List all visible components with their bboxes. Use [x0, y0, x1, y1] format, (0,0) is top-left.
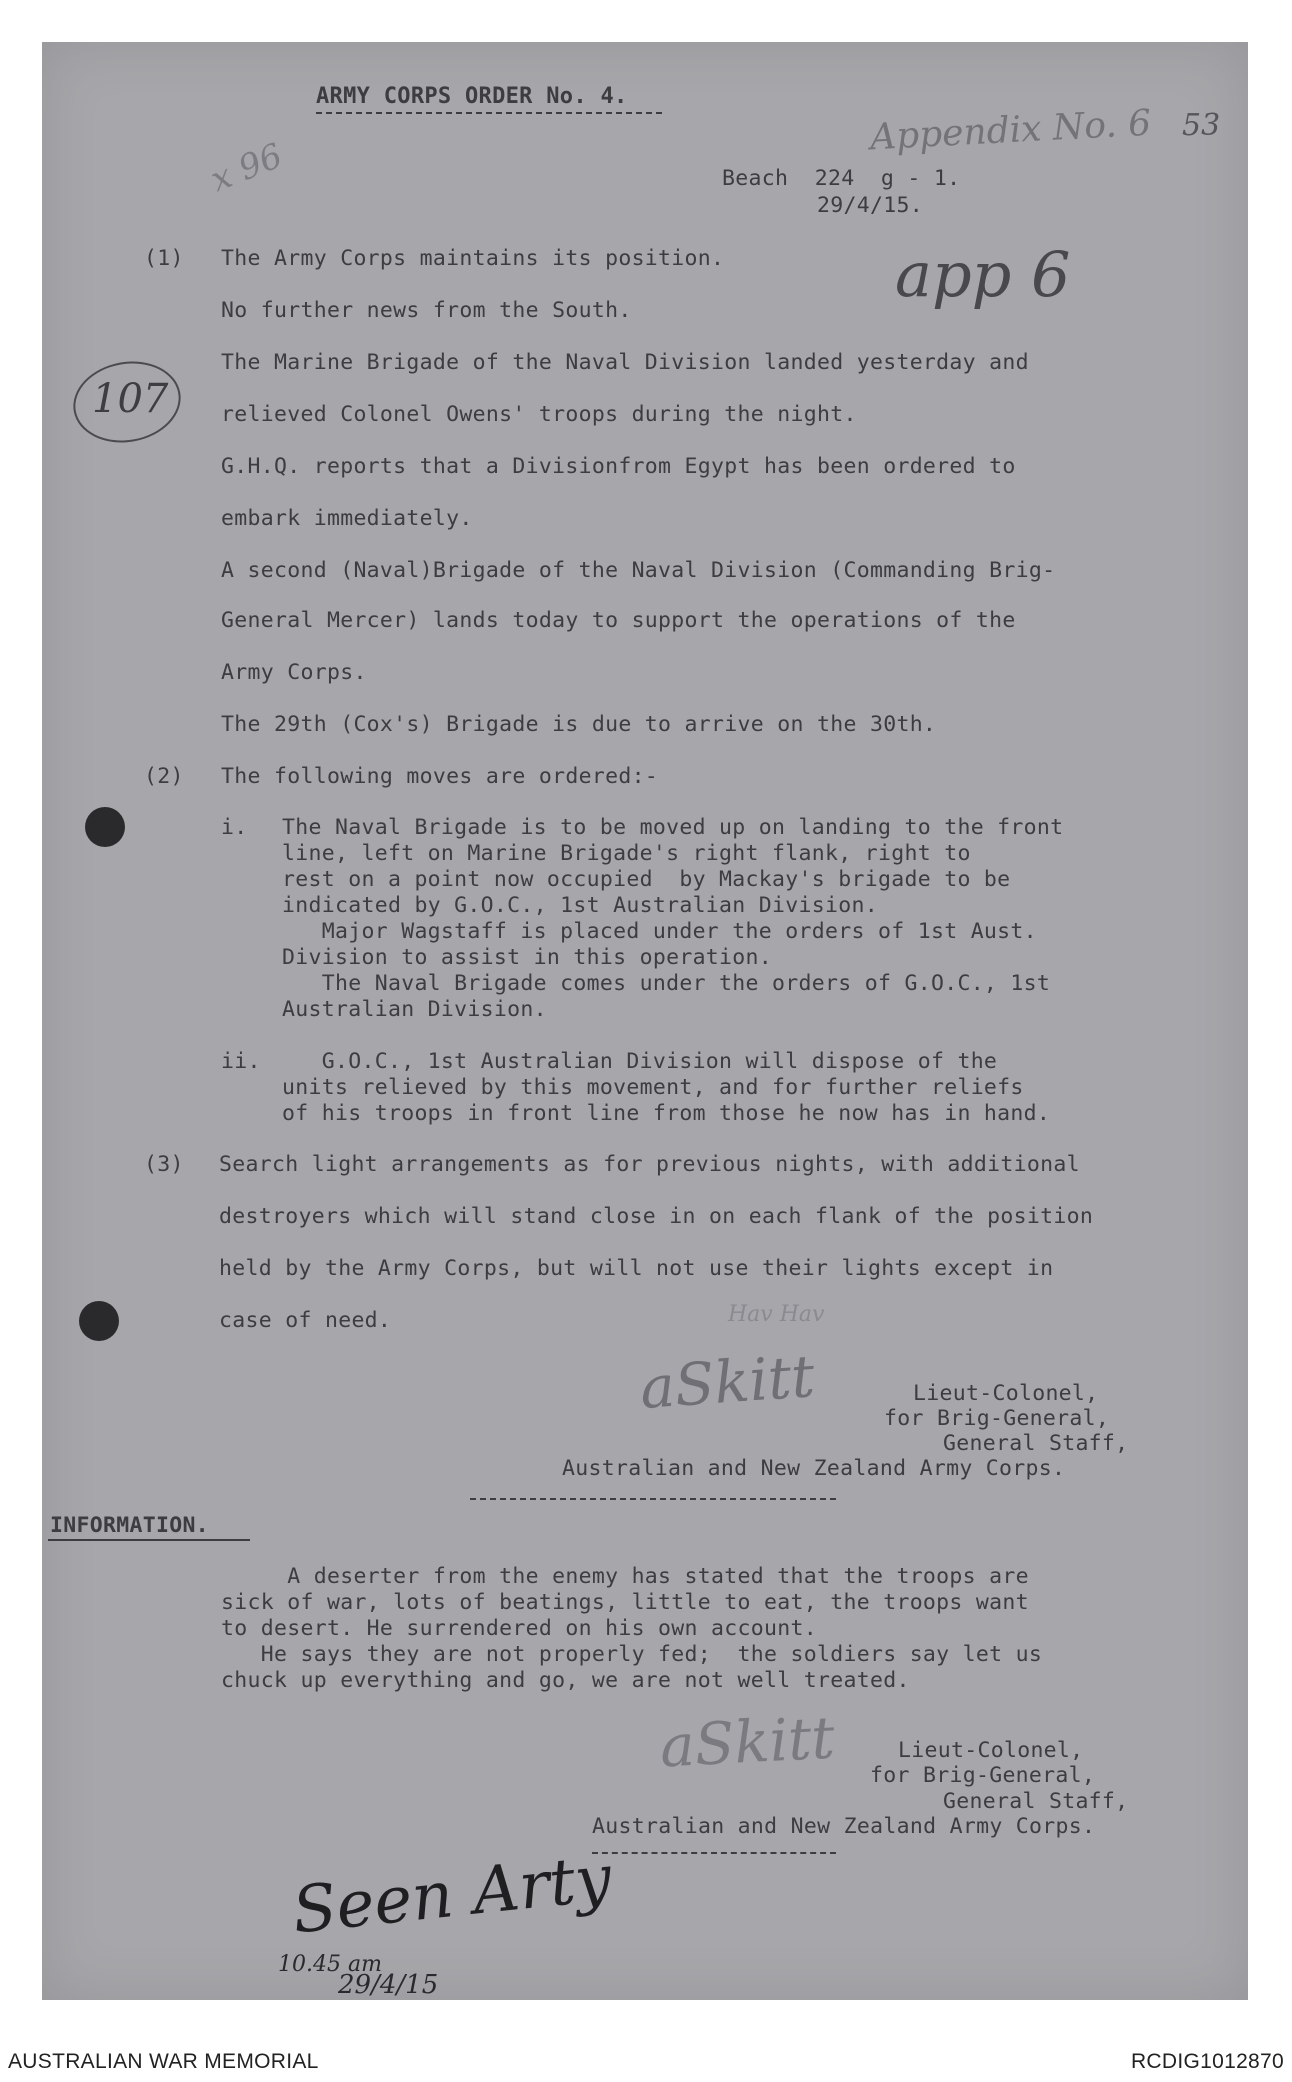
information-line: A deserter from the enemy has stated that the troops are	[221, 1564, 1029, 1589]
app6-annotation: app 6	[895, 238, 1071, 311]
item-ii-line: of his troops in front line from those he now has in hand.	[282, 1101, 1051, 1126]
circled-number: 107	[92, 376, 169, 422]
item-i-line: rest on a point now occupied by Mackay's brigade to be	[282, 867, 1011, 892]
information-line: He says they are not properly fed; the soldiers say let us	[221, 1642, 1043, 1667]
section-1-line: General Mercer) lands today to support the operations of the	[221, 608, 1016, 633]
reference-number: Beach 224 g - 1.	[722, 166, 961, 191]
information-underline	[48, 1539, 250, 1541]
item-i-line: Major Wagstaff is placed under the orders of 1st Aust.	[282, 919, 1037, 944]
section-3-line: destroyers which will stand close in on each flank of the position	[219, 1204, 1094, 1229]
seen-date: 29/4/15	[338, 1970, 439, 2000]
information-heading: INFORMATION.	[50, 1513, 209, 1538]
signature-2-line: Lieut-Colonel,	[898, 1738, 1084, 1763]
document-date: 29/4/15.	[817, 193, 923, 218]
item-i-line: indicated by G.O.C., 1st Australian Division.	[282, 893, 878, 918]
separator-rule-2	[592, 1852, 836, 1854]
signature-1-line: for Brig-General,	[884, 1406, 1110, 1431]
separator-rule	[470, 1498, 836, 1500]
signature-2-line: General Staff,	[943, 1789, 1129, 1814]
document-title: ARMY CORPS ORDER No. 4.	[316, 84, 628, 109]
signature-1-line: Australian and New Zealand Army Corps.	[562, 1456, 1066, 1481]
punch-hole-top	[85, 807, 125, 847]
section-3-line: Search light arrangements as for previous nights, with additional	[219, 1152, 1080, 1177]
margin-note: Hav Hav	[728, 1302, 825, 1327]
signature-1-line: Lieut-Colonel,	[913, 1381, 1099, 1406]
title-underline	[316, 112, 662, 114]
section-3-line: case of need.	[219, 1308, 392, 1333]
section-1-number: (1)	[144, 246, 184, 271]
item-ii-marker: ii.	[221, 1049, 261, 1074]
item-i-line: Australian Division.	[282, 997, 547, 1022]
section-2-intro: The following moves are ordered:-	[221, 764, 659, 789]
footer-record-id: RCDIG1012870	[1130, 2050, 1284, 2073]
seen-note: Seen Arty	[289, 1841, 615, 1949]
section-1-line: No further news from the South.	[221, 298, 632, 323]
section-3-line: held by the Army Corps, but will not use their lights except in	[219, 1256, 1054, 1281]
information-line: to desert. He surrendered on his own account.	[221, 1616, 817, 1641]
section-2-number: (2)	[144, 764, 184, 789]
section-1-line: The Marine Brigade of the Naval Division landed yesterday and	[221, 350, 1029, 375]
section-1-line: relieved Colonel Owens' troops during the night.	[221, 402, 857, 427]
information-line: sick of war, lots of beatings, little to eat, the troops want	[221, 1590, 1029, 1615]
item-i-line: The Naval Brigade comes under the orders of G.O.C., 1st	[282, 971, 1051, 996]
section-3-number: (3)	[144, 1152, 184, 1177]
item-i-marker: i.	[221, 815, 248, 840]
item-ii-line: units relieved by this movement, and for further reliefs	[282, 1075, 1024, 1100]
seen-time: 10.45 am	[278, 1952, 382, 1977]
x96-annotation: x 96	[205, 135, 289, 201]
appendix-annotation: Appendix No. 6	[869, 102, 1153, 159]
handwritten-signature-1: aSkitt	[637, 1341, 817, 1423]
section-1-line: The 29th (Cox's) Brigade is due to arrive on the 30th.	[221, 712, 937, 737]
handwritten-signature-2: aSkitt	[658, 1703, 837, 1781]
information-line: chuck up everything and go, we are not well treated.	[221, 1668, 910, 1693]
folio-number: 53	[1182, 108, 1221, 143]
footer-archive-name: AUSTRALIAN WAR MEMORIAL	[8, 2050, 319, 2073]
item-i-line: line, left on Marine Brigade's right flank, right to	[282, 841, 971, 866]
signature-1-line: General Staff,	[943, 1431, 1129, 1456]
document-sheet	[42, 42, 1248, 2000]
signature-2-line: Australian and New Zealand Army Corps.	[592, 1814, 1096, 1839]
signature-2-line: for Brig-General,	[870, 1763, 1096, 1788]
punch-hole-bottom	[79, 1301, 119, 1341]
section-1-line: G.H.Q. reports that a Divisionfrom Egypt has been ordered to	[221, 454, 1016, 479]
section-1-line: Army Corps.	[221, 660, 367, 685]
section-1-line: embark immediately.	[221, 506, 473, 531]
section-1-line: The Army Corps maintains its position.	[221, 246, 725, 271]
section-1-line: A second (Naval)Brigade of the Naval Division (Commanding Brig-	[221, 558, 1056, 583]
item-i-line: Division to assist in this operation.	[282, 945, 773, 970]
item-ii-line: G.O.C., 1st Australian Division will dispose of the	[282, 1049, 998, 1074]
item-i-line: The Naval Brigade is to be moved up on landing to the front	[282, 815, 1064, 840]
